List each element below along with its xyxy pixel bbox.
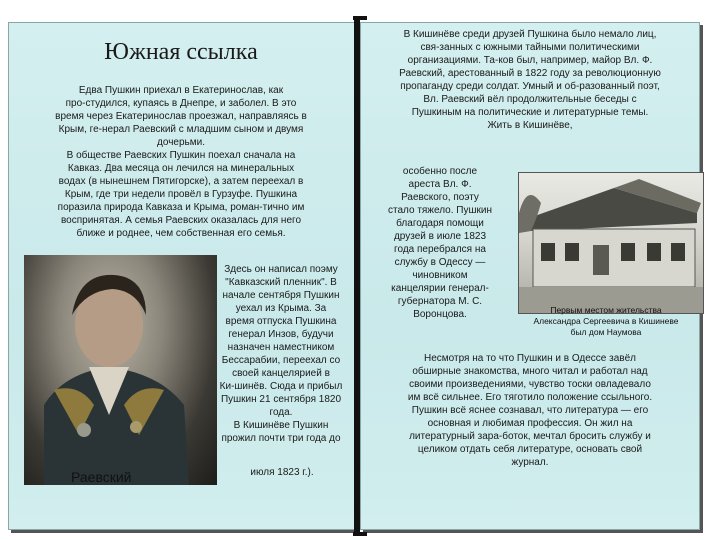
text-line: своими произведениями, чувство тоски овладевало	[409, 379, 651, 390]
text-line: Здесь он написал поэму	[224, 264, 338, 275]
text-line: друзей в июле 1823	[393, 231, 487, 242]
text-line: Едва Пушкин приехал в Екатеринослав, как	[78, 85, 284, 96]
intro-text	[12, 84, 350, 240]
text-line: В обществе Раевских Пушкин поехал сначала на	[66, 150, 296, 161]
text-line: пропаганду среди солдат. Умный и об-разованный поэт,	[400, 81, 660, 92]
text-line: журнал.	[511, 457, 549, 468]
text-line: организациями. Та-ков был, например, майор Вл. Ф.	[407, 55, 653, 66]
text-line: генерал Инзов, будучи	[228, 329, 334, 340]
page-title: Южная ссылка	[104, 39, 258, 65]
text-line: литературный зара-боток, мечтал бросить службу и	[409, 431, 651, 442]
text-line: основная и любимая профессия. Он жил на	[427, 418, 633, 429]
spine-top-cap	[353, 16, 367, 20]
text-line: службу в Одессу —	[394, 257, 486, 268]
text-line: "Кавказский пленник". В	[225, 277, 337, 288]
text-line: целиком отдать себя литературе, основать свой	[417, 444, 643, 455]
naumov-house-drawing	[518, 172, 704, 314]
text-line: ареста Вл. Ф.	[408, 179, 472, 190]
text-line: Бессарабии, переехал со	[221, 355, 341, 366]
text-line: Кавказ. Два месяца он лечился на минеральных	[67, 163, 295, 174]
caption-line: был дом Наумова	[570, 327, 642, 337]
text-line: благодаря помощи	[396, 218, 484, 229]
text-line: Пушкин 21 сентября 1820	[220, 394, 342, 405]
text-line: Раевский, арестованный в 1822 году за революционную	[399, 68, 661, 79]
right-bottom-text	[366, 352, 694, 469]
right-top-text	[366, 28, 694, 132]
text-line: Ки-шинёв. Сюда и прибыл	[219, 381, 343, 392]
text-line: Жить в Кишинёве,	[487, 120, 573, 131]
text-line: начале сентября Пушкин	[222, 290, 340, 301]
column-text	[207, 263, 355, 445]
text-line: Пушкиным на политические и литературные темы.	[411, 107, 649, 118]
text-line: прожил почти три года до	[221, 433, 341, 444]
right-middle-text	[366, 165, 514, 321]
text-line: Крым, где три недели провёл в Гурзуфе. Пушкина	[64, 189, 298, 200]
text-line: Вл. Раевский вёл продолжительные беседы с	[423, 94, 637, 105]
text-line: назначен наместником	[227, 342, 335, 353]
text-line: поразила природа Кавказа и Крыма, роман-тично им	[57, 202, 305, 213]
text-line: года перебрался на	[394, 244, 486, 255]
text-line: Несмотря на то что Пушкин и в Одессе завёл	[424, 353, 636, 364]
house-caption	[506, 305, 706, 338]
text-line: Крым, ге-нерал Раевский с младшим сыном и двумя	[58, 124, 304, 135]
text-line: Раевского, поэту	[401, 192, 479, 203]
text-line: своей канцелярией в	[232, 368, 330, 379]
text-line: Пушкин всё яснее сознавал, что литература — его	[411, 405, 649, 416]
text-line: В Кишинёве среди друзей Пушкина было немало лиц,	[403, 29, 657, 40]
text-line: водах (в нынешнем Пятигорске), а затем переехал в	[58, 176, 304, 187]
text-line: уехал из Крыма. За	[235, 303, 327, 314]
column-end-text: июля 1823 г.).	[250, 467, 314, 478]
text-line: канцелярии генерал-	[391, 283, 489, 294]
page	[8, 22, 700, 530]
portrait-image	[24, 255, 217, 485]
text-line: им всё сильнее. Его тяготило положение ссыльного.	[407, 392, 653, 403]
house-image	[519, 173, 703, 313]
text-line: стало тяжело. Пушкин	[388, 205, 492, 216]
text-line: время через Екатеринослав проезжал, направляясь в	[55, 111, 307, 122]
text-line: губернатора М. С.	[397, 296, 483, 307]
text-line: воспринятая. А семья Раевских оказалась для него	[60, 215, 302, 226]
raevsky-portrait	[24, 255, 217, 485]
spine-bottom-cap	[353, 532, 367, 536]
text-line: В Кишинёве Пушкин	[233, 420, 329, 431]
text-line: ближе и роднее, чем собственная его семья.	[76, 228, 286, 239]
text-line: про-студился, купаясь в Днепре, и заболел. В это	[65, 98, 297, 109]
caption-line: Александра Сергеевича в Кишиневе	[533, 316, 679, 326]
text-line: особенно после	[402, 166, 478, 177]
text-line: обширные знакомства, много читал и работал над	[412, 366, 648, 377]
portrait-caption: Раевский	[71, 469, 132, 485]
text-line: чиновником	[412, 270, 468, 281]
text-line: Воронцова.	[413, 309, 467, 320]
caption-line: Первым местом жительства	[550, 305, 662, 315]
text-line: дочерьми.	[157, 137, 205, 148]
text-line: свя-занных с южными тайными политическими	[420, 42, 640, 53]
text-line: время отпуска Пушкина	[225, 316, 337, 327]
text-line: года.	[269, 407, 293, 418]
